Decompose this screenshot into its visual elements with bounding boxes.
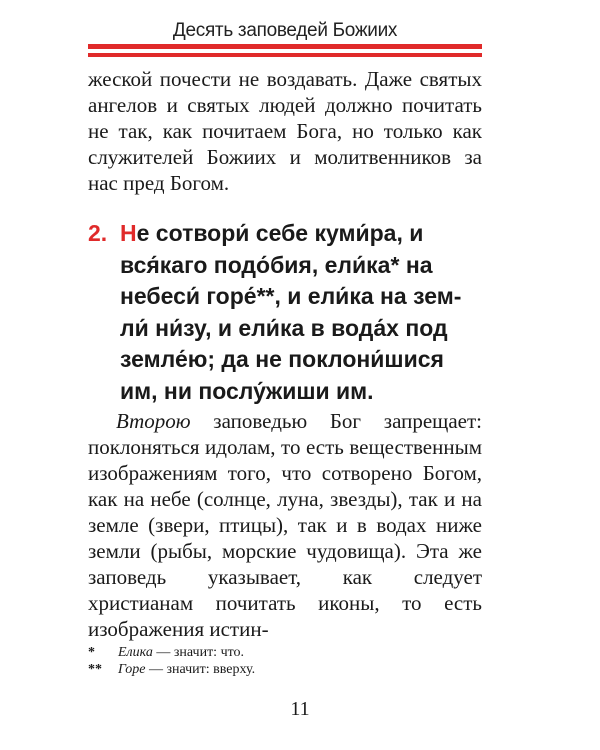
drop-initial: Н (120, 220, 137, 246)
commandment-line: небеси́ горе́**, и ели́ка на зем- (120, 283, 462, 309)
commandment-block (88, 218, 482, 407)
header-rule-bottom (88, 53, 482, 57)
commandment-line: земле́ю; да не поклони́шися (120, 346, 444, 372)
commandment-line: вся́каго подо́бия, ели́ка* на (120, 251, 433, 278)
page-number: 11 (290, 698, 310, 720)
continued-paragraph: жеской почести не воздавать. Даже святых ангелов и святых людей должно почитать не так, как почитаем Бога, но только как служителей Божиих и молитвенников за нас пред Богом. (88, 67, 482, 195)
commandment-line: ли́ ни́зу, и ели́ка в вода́х под (120, 314, 448, 341)
lead-word: Второю (116, 409, 191, 433)
commandment-line: Не сотвори́ себе куми́ра, и (120, 220, 424, 246)
footnotes (88, 644, 482, 678)
footnote: * Елика — значит: что. (88, 645, 245, 660)
header-rule-top (88, 44, 482, 49)
commandment-number: 2. (88, 220, 108, 246)
explanation-paragraph: Второю заповедью Бог запрещает: поклоняться идолам, то есть вещественным изображениям того, что сотворено Богом, как на небе (солнце, луна, звезды), так и на земле (звери, птицы), так и в водах ниже земли (рыбы, морские чудовища). Эта же заповедь указывает, как следует христианам почитать иконы, то есть изображения истин- (88, 409, 482, 641)
running-header: Десять заповедей Божиих (172, 20, 398, 41)
footnote: ** Горе — значит: вверху. (88, 662, 256, 677)
commandment-text (120, 218, 482, 407)
commandment-line: им, ни послу́жиши им. (120, 377, 374, 404)
